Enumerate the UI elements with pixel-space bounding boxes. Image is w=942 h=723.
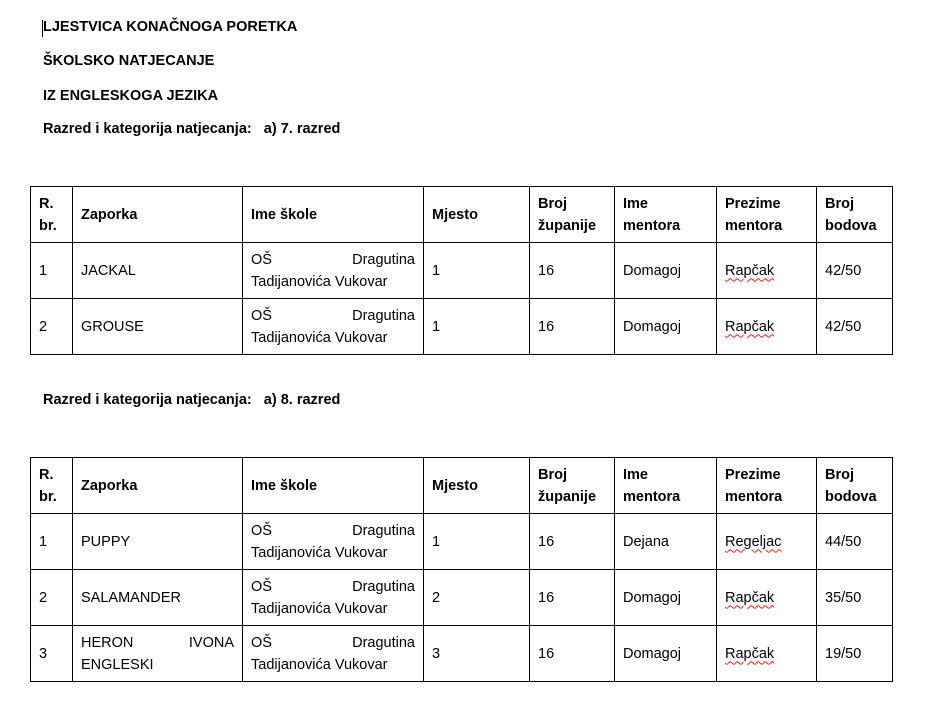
skola-line2: Tadijanovića Vukovar: [251, 656, 388, 673]
cell-zupanija: 16: [530, 626, 615, 682]
cell-mjesto: 1: [424, 299, 530, 355]
results-table-7: [30, 186, 893, 355]
cell-rb: 1: [31, 514, 73, 570]
table-row: [31, 514, 893, 570]
col-header-mjesto: Mjesto: [424, 458, 530, 514]
cell-prezime-mentora: [717, 243, 817, 299]
cell-bodovi: 44/50: [817, 514, 893, 570]
col-header-rb: R. br.: [31, 458, 73, 514]
col-header-ime-mentora: Ime mentora: [615, 458, 717, 514]
col-header-prezime-mentora: Prezime mentora: [717, 458, 817, 514]
cell-zaporka: GROUSE: [73, 299, 243, 355]
cell-ime-mentora: Domagoj: [615, 570, 717, 626]
cell-rb: 2: [31, 570, 73, 626]
col-header-zaporka: Zaporka: [73, 187, 243, 243]
table-header-row: [31, 458, 893, 514]
section1-caption: Razred i kategorija natjecanja: a) 7. razred: [43, 121, 341, 137]
spellcheck-word[interactable]: Rapčak: [725, 262, 775, 279]
col-header-zupanija: Broj županije: [530, 187, 615, 243]
document-subtitle-subject: IZ ENGLESKOGA JEZIKA: [43, 88, 219, 104]
section2-caption: Razred i kategorija natjecanja: a) 8. razred: [43, 392, 341, 408]
cell-skola: [243, 570, 424, 626]
spellcheck-word[interactable]: Regeljac: [725, 533, 782, 550]
cell-mjesto: 3: [424, 626, 530, 682]
col-header-skola: Ime škole: [243, 458, 424, 514]
cell-zupanija: 16: [530, 243, 615, 299]
cell-skola: [243, 626, 424, 682]
cell-bodovi: 42/50: [817, 243, 893, 299]
skola-line1: OŠ Dragutina: [251, 307, 415, 324]
cell-zupanija: 16: [530, 570, 615, 626]
cell-skola: [243, 243, 424, 299]
spellcheck-word[interactable]: Rapčak: [725, 318, 775, 335]
cell-mjesto: 2: [424, 570, 530, 626]
cell-bodovi: 35/50: [817, 570, 893, 626]
zaporka-line2: ENGLESKI: [81, 656, 154, 673]
col-header-zaporka: Zaporka: [73, 458, 243, 514]
cell-zaporka: JACKAL: [73, 243, 243, 299]
cell-ime-mentora: Dejana: [615, 514, 717, 570]
table-row: [31, 243, 893, 299]
cell-ime-mentora: Domagoj: [615, 299, 717, 355]
spellcheck-word[interactable]: Rapčak: [725, 645, 775, 662]
cell-bodovi: 19/50: [817, 626, 893, 682]
col-header-rb: R. br.: [31, 187, 73, 243]
table-row: [31, 570, 893, 626]
skola-line2: Tadijanovića Vukovar: [251, 273, 388, 290]
skola-line1: OŠ Dragutina: [251, 634, 415, 651]
cell-prezime-mentora: [717, 626, 817, 682]
spellcheck-word[interactable]: Rapčak: [725, 589, 775, 606]
cell-prezime-mentora: [717, 299, 817, 355]
col-header-skola: Ime škole: [243, 187, 424, 243]
cell-bodovi: 42/50: [817, 299, 893, 355]
cell-rb: 3: [31, 626, 73, 682]
col-header-bodovi: Broj bodova: [817, 187, 893, 243]
results-table-8: [30, 457, 893, 682]
cell-prezime-mentora: [717, 570, 817, 626]
skola-line2: Tadijanovića Vukovar: [251, 329, 388, 346]
cell-ime-mentora: Domagoj: [615, 626, 717, 682]
skola-line2: Tadijanovića Vukovar: [251, 600, 388, 617]
skola-line1: OŠ Dragutina: [251, 251, 415, 268]
skola-line1: OŠ Dragutina: [251, 578, 415, 595]
cell-ime-mentora: Domagoj: [615, 243, 717, 299]
cell-prezime-mentora: [717, 514, 817, 570]
col-header-mjesto: Mjesto: [424, 187, 530, 243]
cell-mjesto: 1: [424, 514, 530, 570]
table-header-row: [31, 187, 893, 243]
zaporka-line1: HERON IVONA: [81, 634, 234, 651]
cell-zaporka: [73, 626, 243, 682]
cell-zupanija: 16: [530, 299, 615, 355]
document-title: LJESTVICA KONAČNOGA PORETKA: [43, 19, 298, 35]
cell-zupanija: 16: [530, 514, 615, 570]
col-header-prezime-mentora: Prezime mentora: [717, 187, 817, 243]
col-header-bodovi: Broj bodova: [817, 458, 893, 514]
cell-rb: 1: [31, 243, 73, 299]
table-row: [31, 299, 893, 355]
document-subtitle-competition: ŠKOLSKO NATJECANJE: [43, 53, 215, 69]
cell-rb: 2: [31, 299, 73, 355]
cell-skola: [243, 299, 424, 355]
col-header-ime-mentora: Ime mentora: [615, 187, 717, 243]
col-header-zupanija: Broj županije: [530, 458, 615, 514]
cell-mjesto: 1: [424, 243, 530, 299]
skola-line1: OŠ Dragutina: [251, 522, 415, 539]
cell-zaporka: SALAMANDER: [73, 570, 243, 626]
table-row: [31, 626, 893, 682]
cell-zaporka: PUPPY: [73, 514, 243, 570]
cell-skola: [243, 514, 424, 570]
skola-line2: Tadijanovića Vukovar: [251, 544, 388, 561]
